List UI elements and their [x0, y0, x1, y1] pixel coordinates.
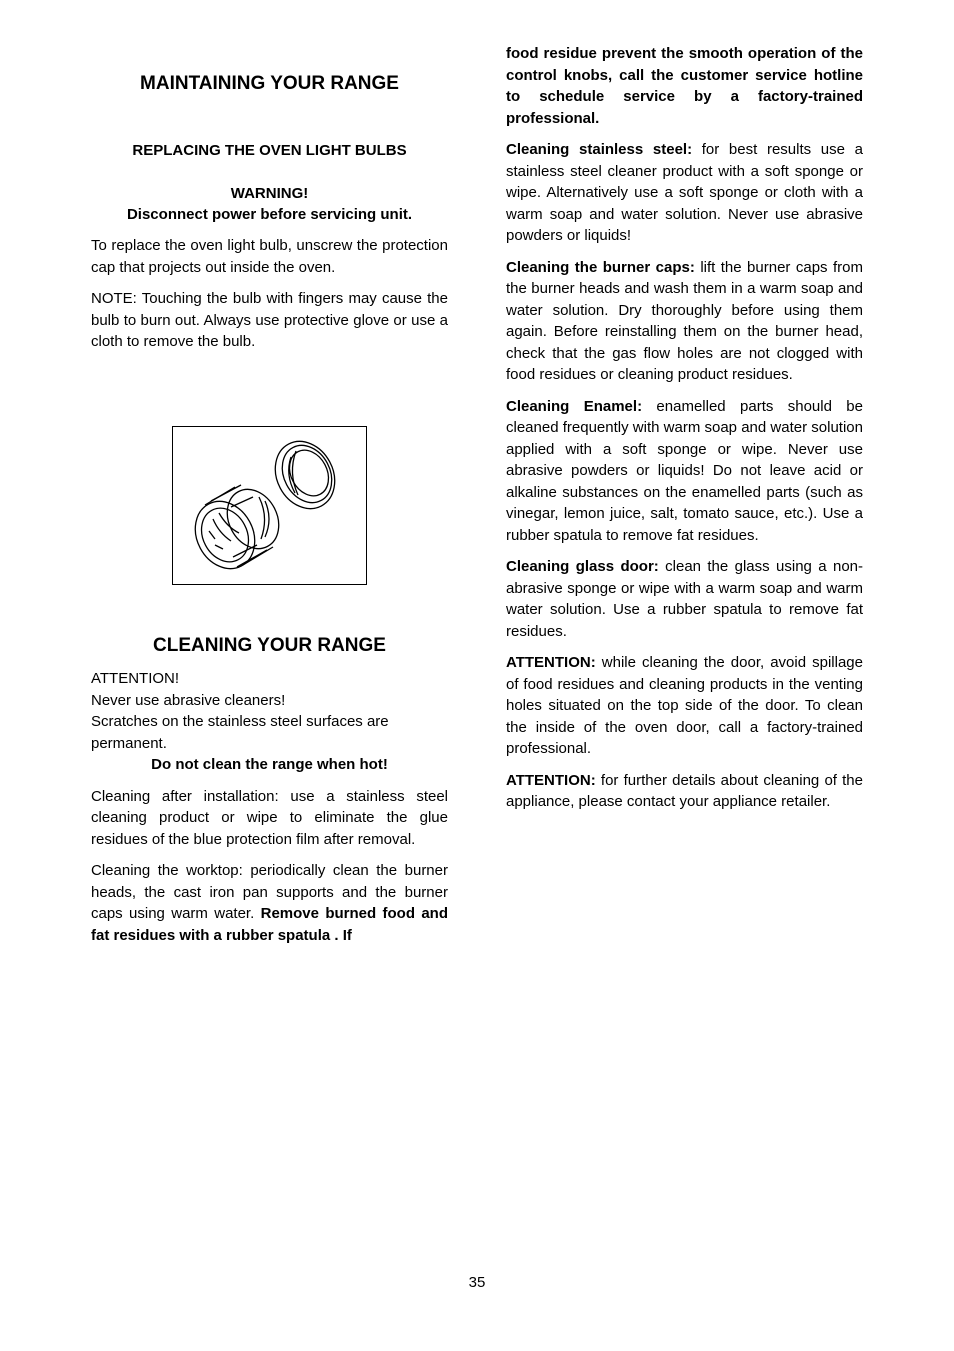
replacing-bulbs-subtitle: REPLACING THE OVEN LIGHT BULBS: [132, 142, 407, 159]
attention-line-1: ATTENTION!: [91, 670, 180, 687]
no-clean-hot-warning: Do not clean the range when hot!: [151, 756, 388, 773]
caps-text: lift the burner caps from the burner heads and wash them in a warm soap and water solution. Dry thoroughly before using them again. Before reinstalling them on the burner head, check that the gas flow holes are not clogged with food residues or cleaning product residues.: [506, 258, 863, 383]
enamel-text: enamelled parts should be cleaned frequently with warm soap and water solution applied with a soft sponge or wipe. Never use abrasive powders or liquids! Do not leave acid or alkaline substances on the enamelled parts (such as vinegar, lemon juice, salt, tomato sauce, etc.). Use a rubber spatula to remove fat residues.: [506, 397, 863, 544]
cleaning-stainless-steel: [506, 139, 863, 247]
attention-retailer-text: for further details about cleaning of the appliance, please contact your appliance retailer.: [506, 771, 863, 810]
attention-door-label: ATTENTION:: [506, 654, 596, 671]
attention-retailer-label: ATTENTION:: [506, 771, 596, 789]
right-column: [506, 0, 863, 823]
steel-text: for best results use a stainless steel cleaner product with a soft sponge or wipe. Alternatively use a soft sponge or cloth with a warm soap and water solution. Never use abrasive powders or liquids!: [506, 141, 863, 244]
replace-bulb-paragraph: To replace the oven light bulb, unscrew the protection cap that projects out inside the oven.: [91, 237, 448, 276]
attention-door-text: while cleaning the door, avoid spillage of food residues and cleaning products in the venting holes situated on the top side of the door. To clean the inside of the oven door, call a factory-trained professional.: [506, 654, 863, 757]
cleaning-burner-caps: [506, 257, 863, 386]
warning-title: WARNING!: [230, 185, 309, 202]
enamel-label: Cleaning Enamel:: [506, 397, 643, 415]
cleaning-worktop: [91, 860, 448, 946]
continuation-bold-text: food residue prevent the smooth operation of the control knobs, call the customer service hotline to schedule service by a factory-trained professional.: [506, 45, 863, 127]
maintaining-title: MAINTAINING YOUR RANGE: [140, 73, 399, 94]
glass-text: clean the glass using a non-abrasive sponge or wipe with a warm soap and warm water solution. Use a rubber spatula to remove fat residues.: [506, 558, 863, 640]
cleaning-title: CLEANING YOUR RANGE: [153, 635, 386, 656]
cleaning-worktop-text: Cleaning the worktop: periodically clean the burner heads, the cast iron pan supports and the burner caps using warm water.: [91, 862, 448, 922]
attention-line-3: Scratches on the stainless steel surfaces are permanent.: [91, 713, 389, 752]
glass-label: Cleaning glass door:: [506, 558, 659, 575]
cleaning-glass-door: [506, 556, 863, 642]
cleaning-worktop-bold: Remove burned food and fat residues with a rubber spatula . If: [91, 905, 449, 944]
caps-label: Cleaning the burner caps:: [506, 258, 695, 276]
left-column-cleaning: [91, 0, 448, 956]
steel-label: Cleaning stainless steel:: [506, 141, 693, 158]
attention-door: [506, 652, 863, 760]
page-number: 35: [468, 1274, 486, 1291]
bulb-note-paragraph: NOTE: Touching the bulb with fingers may cause the bulb to burn out. Always use protective glove or use a cloth to remove the bulb.: [91, 290, 448, 350]
warning-text: Disconnect power before servicing unit.: [126, 206, 413, 223]
attention-retailer: [506, 770, 863, 813]
attention-line-2: Never use abrasive cleaners!: [91, 691, 286, 709]
cleaning-enamel: [506, 396, 863, 547]
cleaning-after-installation: Cleaning after installation: use a stainless steel cleaning product or wipe to eliminate the glue residues of the blue protection film after removal.: [91, 787, 448, 848]
